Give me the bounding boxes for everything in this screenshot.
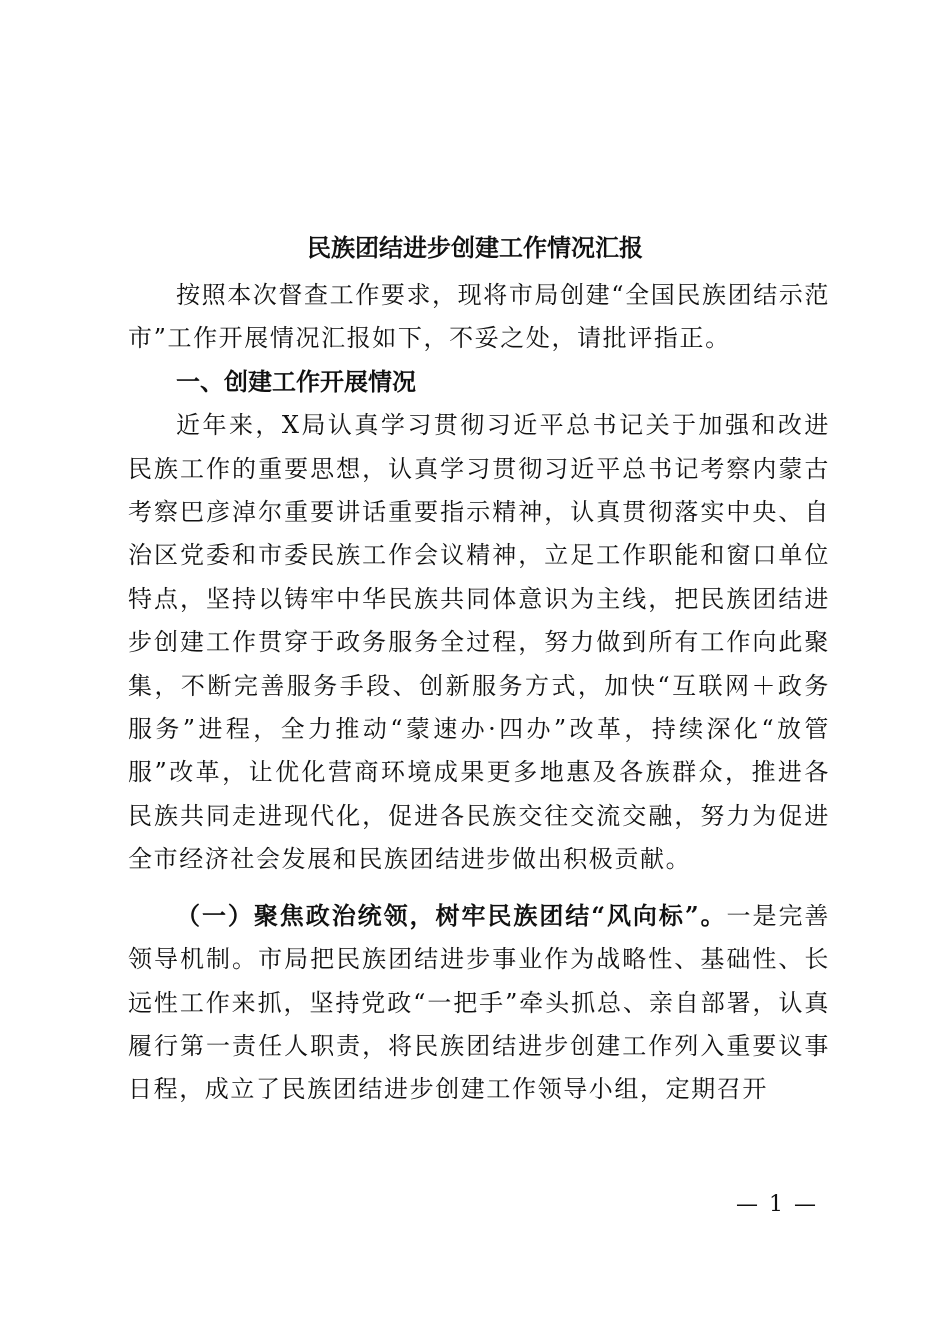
subsection-heading: （一）聚焦政治统领，树牢民族团结“风向标”。 <box>176 900 727 930</box>
section-heading: 一、创建工作开展情况 <box>176 367 416 396</box>
document-title: 民族团结进步创建工作情况汇报 <box>307 233 643 262</box>
intro-paragraph: 按照本次督查工作要求，现将市局创建“全国民族团结示范市”工作开展情况汇报如下，不妥之处，请批评指正。 <box>128 281 830 353</box>
subsection-paragraph <box>128 894 830 1112</box>
subsection-text: 一是完善领导机制。市局把民族团结进步事业作为战略性、基础性、长远性工作来抓，坚持党政“一把手”牵头抓总、亲自部署，认真履行第一责任人职责，将民族团结进步创建工作列入重要议事日程，成立了民族团结进步创建工作领导小组，定期召开 <box>128 901 831 1104</box>
page-number: — 1 — <box>736 1192 818 1217</box>
document-body <box>128 274 830 1112</box>
section-paragraph: 近年来，X局认真学习贯彻习近平总书记关于加强和改进民族工作的重要思想，认真学习贯彻习近平总书记考察内蒙古考察巴彦淖尔重要讲话重要指示精神，认真贯彻落实中央、自治区党委和市委民族工作会议精神，立足工作职能和窗口单位特点，坚持以铸牢中华民族共同体意识为主线，把民族团结进步创建工作贯穿于政务服务全过程，努力做到所有工作向此聚集，不断完善服务手段、创新服务方式，加快“互联网＋政务服务”进程，全力推动“蒙速办·四办”改革，持续深化“放管服”改革，让优化营商环境成果更多地惠及各族群众，推进各民族共同走进现代化，促进各民族交往交流交融，努力为促进全市经济社会发展和民族团结进步做出积极贡献。 <box>128 411 830 874</box>
